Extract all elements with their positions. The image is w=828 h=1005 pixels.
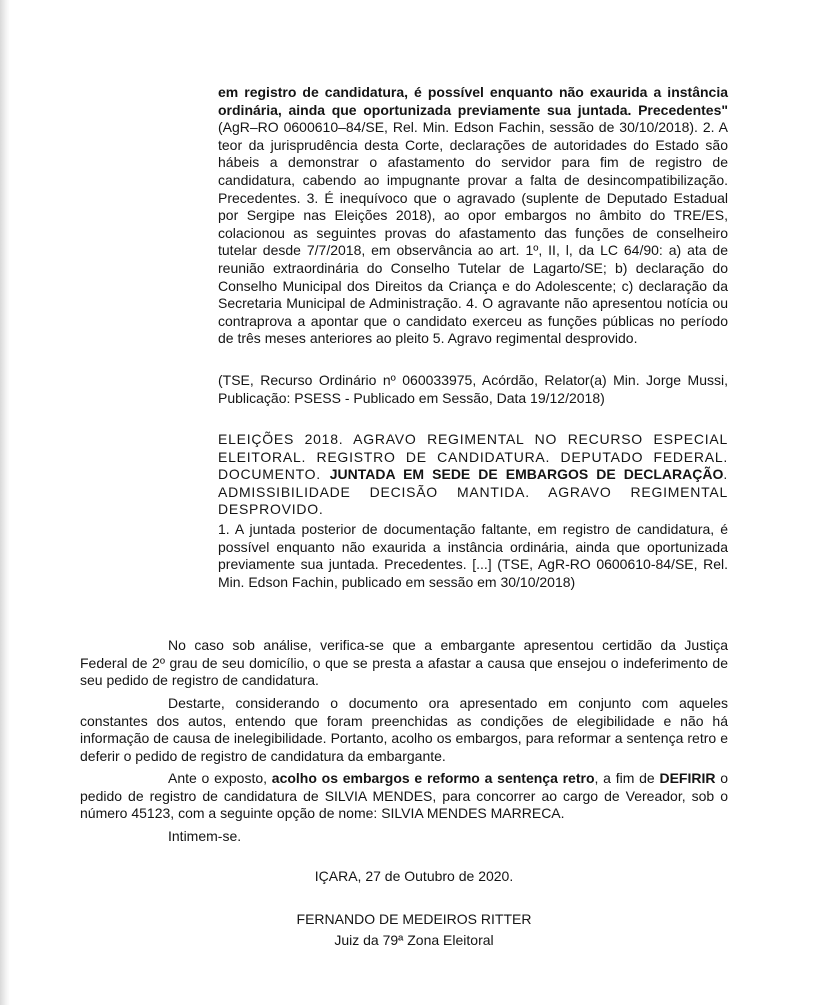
paragraph-3-a: Ante o exposto, bbox=[168, 770, 272, 786]
quote-1-citation: (TSE, Recurso Ordinário nº 060033975, Acórdão, Relator(a) Min. Jorge Mussi, Publicação: PSESS - Publicado em Sessão, Data 19/12/2018) bbox=[218, 372, 728, 406]
quote-2-heading bbox=[218, 431, 728, 519]
quote-2-body: 1. A juntada posterior de documentação faltante, em registro de candidatura, é possível enquanto não exaurida a instância ordinária, ainda que oportunizada previamente sua juntada. Precedentes. [...] (TSE, AgR-RO 0600610-84/SE, Rel. Min. Edson Fachin, publicado em sessão em 30/10/2018) bbox=[218, 521, 728, 590]
paragraph-3-bold-2: DEFIRIR bbox=[659, 770, 716, 786]
judge-title: Juiz da 79ª Zona Eleitoral bbox=[334, 932, 494, 948]
paragraph-1: No caso sob análise, verifica-se que a embargante apresentou certidão da Justiça Federal de 2º grau de seu domicílio, o que se presta a afastar a causa que ensejou o indeferimento de seu pedido de registro de candidatura. bbox=[80, 637, 728, 689]
quote-1-text bbox=[218, 84, 728, 348]
quote-1-bold: em registro de candidatura, é possível enquanto não exaurida a instância ordinária, ainda que oportunizada previamente sua juntada. Precedentes" bbox=[218, 84, 728, 118]
paragraph-3-b: , a fim de bbox=[594, 770, 660, 786]
paragraph-4: Intimem-se. bbox=[168, 828, 242, 844]
judge-name: FERNANDO DE MEDEIROS RITTER bbox=[296, 911, 532, 927]
paragraph-2: Destarte, considerando o documento ora apresentado em conjunto com aqueles constantes dos autos, entendo que foram preenchidas as condições de elegibilidade e não há informação de causa de inelegibilidade. Portanto, acolho os embargos, para reformar a sentença retro e deferir o pedido de registro de candidatura da embargante. bbox=[80, 695, 728, 764]
paragraph-3 bbox=[80, 770, 728, 823]
quote-2-caps-a: ELEIÇÕES 2018. AGRAVO REGIMENTAL NO RECURSO ESPECIAL ELEITORAL. REGISTRO DE CANDIDATURA. DEPUTADO FEDERAL. DOCUMENTO. bbox=[218, 431, 728, 483]
paragraph-3-bold: acolho os embargos e reformo a sentença retro bbox=[271, 770, 595, 786]
paragraph-3-c: o pedido de registro de candidatura de SILVIA MENDES, para concorrer ao cargo de Vereador, sob o número 45123, com a seguinte opção de nome: SILVIA MENDES MARRECA. bbox=[80, 770, 728, 822]
quote-1-normal: (AgR–RO 0600610–84/SE, Rel. Min. Edson Fachin, sessão de 30/10/2018). 2. A teor da jurisprudência desta Corte, declarações de autoridades do Estado são hábeis a demonstrar o afastamento do servidor para fim de registro de candidatura, cabendo ao impugnante provar a falta de desincompatibilização. Precedentes. 3. É inequívoco que o agravado (suplente de Deputado Estadual por Sergipe nas Eleições 2018), ao opor embargos no âmbito do TRE/ES, colacionou as seguintes provas do afastamento das funções de conselheiro tutelar desde 7/7/2018, em observância ao art. 1º, II, l, da LC 64/90: a) ata de reunião extraordinária do Conselho Tutelar de Lagarto/SE; b) declaração do Conselho Municipal dos Direitos da Criança e do Adolescente; c) declaração da Secretaria Municipal de Administração. 4. O agravante não apresentou notícia ou contraprova a apontar que o candidato exerceu as funções públicas no período de três meses anteriores ao pleito 5. Agravo regimental desprovido. bbox=[218, 119, 728, 347]
quote-2-caps-b: . ADMISSIBILIDADE DECISÃO MANTIDA. AGRAVO REGIMENTAL DESPROVIDO. bbox=[218, 466, 728, 518]
place-date: IÇARA, 27 de Outubro de 2020. bbox=[314, 868, 514, 884]
quote-2-caps-bold: JUNTADA EM SEDE DE EMBARGOS DE DECLARAÇÃO bbox=[329, 466, 724, 483]
